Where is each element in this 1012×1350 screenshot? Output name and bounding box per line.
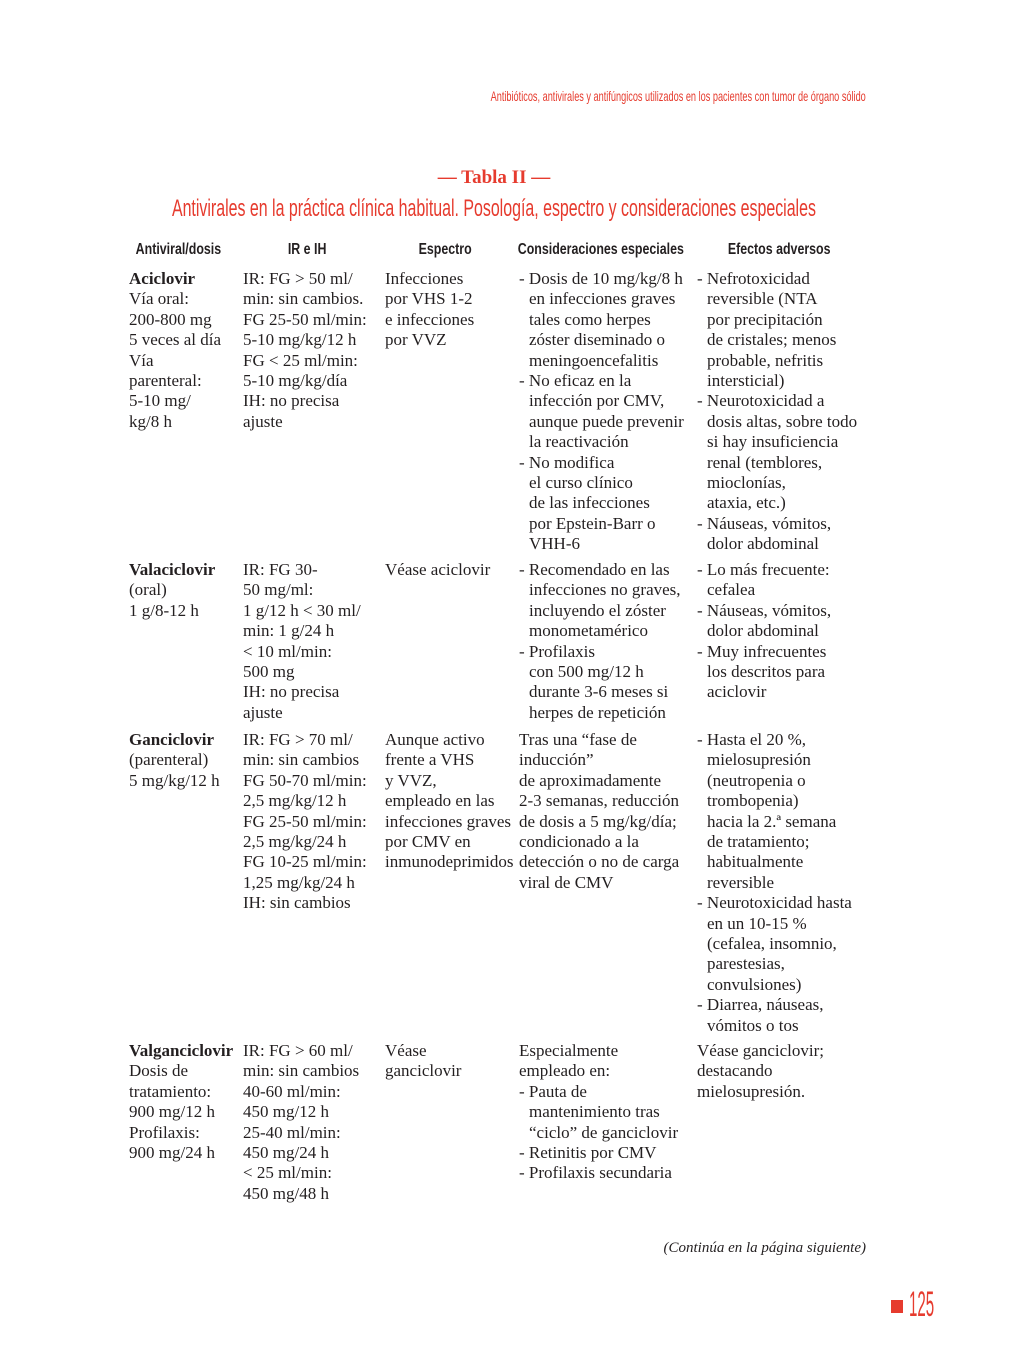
cell-antiviral-dosis bbox=[129, 1041, 233, 1163]
list-item: - No eficaz en la infección por CMV, aunque puede prevenir la reactivación bbox=[519, 371, 684, 452]
table-row-valganciclovir bbox=[0, 1041, 1012, 1203]
cell-efectos-adversos bbox=[697, 560, 831, 703]
cell-ir-ih: IR: FG > 60 ml/ min: sin cambios 40-60 ml/min: 450 mg/12 h 25-40 ml/min: 450 mg/24 h < 25 ml/min: 450 mg/48 h bbox=[243, 1041, 360, 1203]
page-number-marker bbox=[891, 1300, 903, 1313]
table-row-valaciclovir bbox=[0, 560, 1012, 722]
table-row-aciclovir bbox=[0, 269, 1012, 554]
cell-efectos-adversos bbox=[697, 730, 852, 1036]
dosage-text: (oral) 1 g/8-12 h bbox=[129, 580, 199, 620]
list-item: - Recomendado en las infecciones no graves, incluyendo el zóster monometamérico bbox=[519, 560, 681, 641]
cell-consideraciones bbox=[519, 730, 679, 893]
drug-name: Ganciclovir bbox=[129, 730, 214, 749]
paragraph-text: Véase ganciclovir; destacando mielosupresión. bbox=[697, 1041, 824, 1101]
cell-ir-ih: IR: FG > 70 ml/ min: sin cambios FG 50-70 ml/min: 2,5 mg/kg/12 h FG 25-50 ml/min: 2,5 mg/kg/24 h FG 10-25 ml/min: 1,25 mg/kg/24 h IH: sin cambios bbox=[243, 730, 367, 913]
table-title-text: Antivirales en la práctica clínica habitual. Posología, espectro y consideraciones especiales bbox=[172, 195, 816, 222]
list-item: - Náuseas, vómitos, dolor abdominal bbox=[697, 600, 832, 641]
column-header-text: Efectos adversos bbox=[727, 241, 831, 258]
cell-consideraciones bbox=[519, 269, 684, 555]
cell-antiviral-dosis bbox=[129, 560, 215, 621]
column-header-text: Espectro bbox=[418, 241, 472, 258]
list-item: - Retinitis por CMV bbox=[519, 1143, 657, 1163]
paragraph-text: Tras una “fase de inducción” de aproximadamente 2-3 semanas, reducción de dosis a 5 mg/kg/día; condicionado a la detección o no de carga viral de CMV bbox=[519, 730, 680, 892]
list-item: - Pauta de mantenimiento tras “ciclo” de ganciclovir bbox=[519, 1081, 679, 1142]
list-item: - Hasta el 20 %, mielosupresión (neutropenia o trombopenia) hacia la 2.ª semana de tratamiento; habitualmente reversible bbox=[697, 730, 837, 892]
drug-name: Aciclovir bbox=[129, 269, 196, 288]
running-header-text: Antibióticos, antivirales y antifúngicos utilizados en los pacientes con tumor de órgano sólido bbox=[490, 88, 866, 104]
table-title bbox=[0, 195, 988, 223]
column-header-efectos-adversos bbox=[659, 241, 899, 259]
list-item: - Muy infrecuentes los descritos para aciclovir bbox=[697, 641, 827, 702]
dosage-text: Vía oral: 200-800 mg 5 veces al día Vía parenteral: 5-10 mg/ kg/8 h bbox=[129, 289, 222, 431]
paragraph-text: Especialmente empleado en: bbox=[519, 1041, 619, 1081]
list-item: - Neurotoxicidad a dosis altas, sobre todo si hay insuficiencia renal (temblores, mioclonías, ataxia, etc.) bbox=[697, 391, 858, 513]
dosage-text: Dosis de tratamiento: 900 mg/12 h Profilaxis: 900 mg/24 h bbox=[129, 1061, 215, 1163]
column-header-text: Consideraciones especiales bbox=[517, 241, 685, 258]
table-label: — Tabla II — bbox=[437, 167, 551, 188]
list-item: - Dosis de 10 mg/kg/8 h en infecciones graves tales como herpes zóster diseminado o meningoencefalitis bbox=[519, 269, 683, 370]
list-item: - Nefrotoxicidad reversible (NTA por precipitación de cristales; menos probable, nefritis intersticial) bbox=[697, 269, 837, 391]
list-item: - Profilaxis con 500 mg/12 h durante 3-6 meses si herpes de repetición bbox=[519, 641, 669, 722]
list-item: - Lo más frecuente: cefalea bbox=[697, 560, 830, 600]
page-number bbox=[909, 1287, 967, 1322]
list-item: - Náuseas, vómitos, dolor abdominal bbox=[697, 513, 832, 554]
column-header-text: IR e IH bbox=[287, 241, 327, 258]
drug-name: Valaciclovir bbox=[129, 560, 216, 579]
cell-espectro: Infecciones por VHS 1-2 e infecciones por VVZ bbox=[385, 269, 475, 350]
page-number-text: 125 bbox=[909, 1285, 935, 1324]
list-item: - No modifica el curso clínico de las infecciones por Epstein-Barr o VHH-6 bbox=[519, 452, 656, 554]
cell-espectro: Aunque activo frente a VHS y VVZ, empleado en las infecciones graves por CMV en inmunodeprimidos bbox=[385, 730, 514, 872]
cell-ir-ih: IR: FG > 50 ml/ min: sin cambios. FG 25-50 ml/min: 5-10 mg/kg/12 h FG < 25 ml/min: 5-10 mg/kg/día IH: no precisa ajuste bbox=[243, 269, 367, 431]
cell-consideraciones bbox=[519, 1041, 678, 1184]
continuation-note: (Continúa en la página siguiente) bbox=[663, 1240, 866, 1256]
cell-antiviral-dosis bbox=[129, 269, 221, 432]
list-item: - Profilaxis secundaria bbox=[519, 1163, 672, 1183]
drug-name: Valganciclovir bbox=[129, 1041, 234, 1060]
cell-efectos-adversos bbox=[697, 1041, 824, 1102]
column-header-text: Antiviral/dosis bbox=[135, 241, 221, 258]
cell-espectro: Véase aciclovir bbox=[385, 560, 491, 579]
dosage-text: (parenteral) 5 mg/kg/12 h bbox=[129, 750, 220, 790]
running-header bbox=[293, 88, 866, 104]
cell-espectro: Véase ganciclovir bbox=[385, 1041, 462, 1081]
table-row-ganciclovir bbox=[0, 730, 1012, 1035]
list-item: - Diarrea, náuseas, vómitos o tos bbox=[697, 995, 824, 1035]
cell-consideraciones bbox=[519, 560, 681, 723]
cell-efectos-adversos bbox=[697, 269, 857, 555]
list-item: - Neurotoxicidad hasta en un 10-15 % (cefalea, insomnio, parestesias, convulsiones) bbox=[697, 893, 852, 994]
cell-ir-ih: IR: FG 30- 50 mg/ml: 1 g/12 h < 30 ml/ min: 1 g/24 h < 10 ml/min: 500 mg IH: no precisa ajuste bbox=[243, 560, 361, 722]
cell-antiviral-dosis bbox=[129, 730, 220, 791]
